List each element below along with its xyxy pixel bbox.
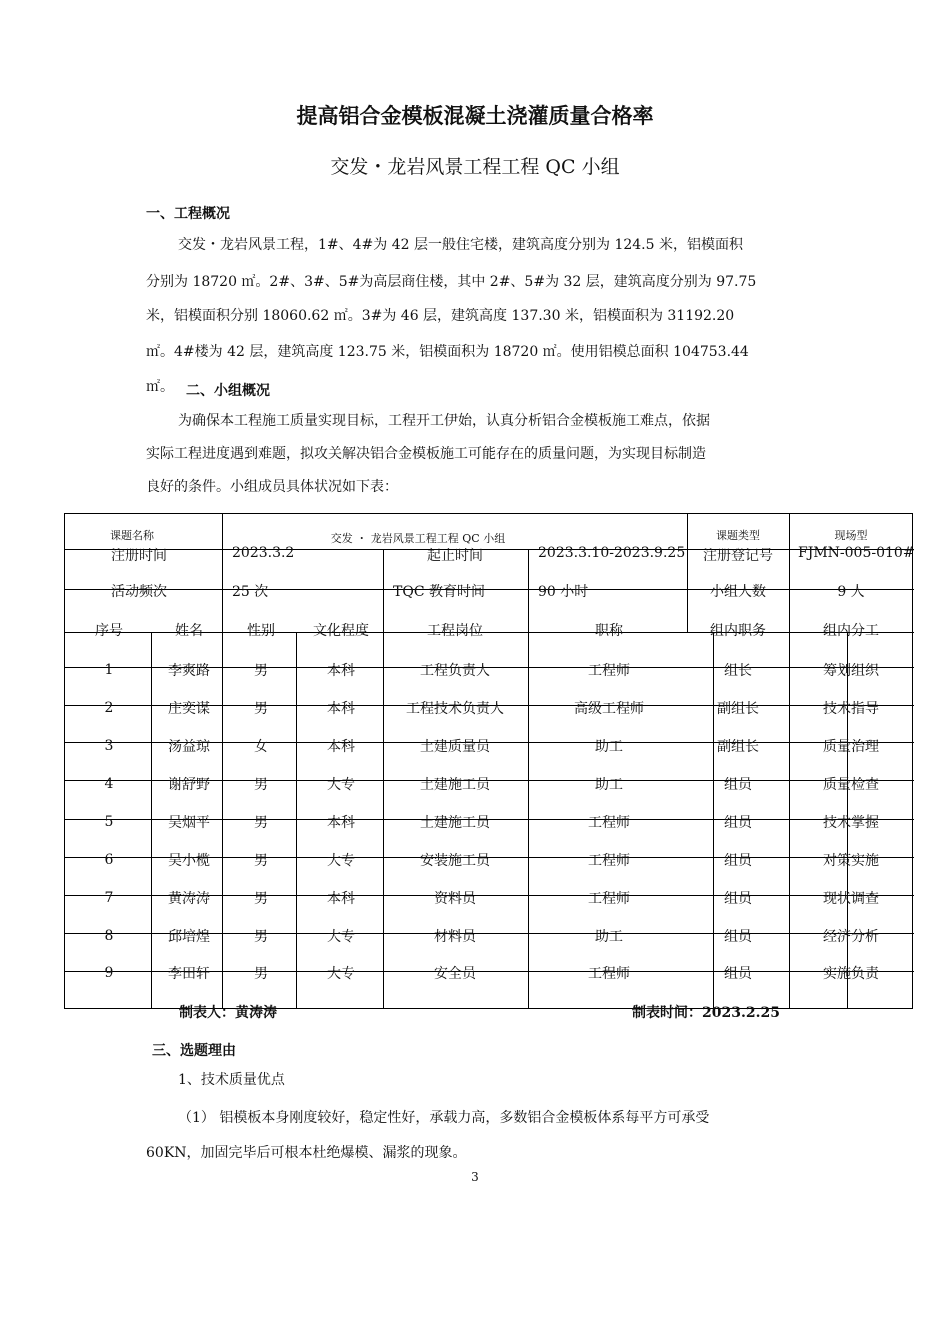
- header-title: 职称: [595, 623, 623, 639]
- value-period: 2023.3.10-2023.9.25: [538, 545, 686, 561]
- cell-education: 大专: [327, 966, 355, 982]
- header-education: 文化程度: [313, 623, 369, 639]
- cell-index: 5: [104, 814, 114, 830]
- cell-post: 工程技术负责人: [406, 701, 504, 717]
- cell-name: 邱培煌: [168, 929, 210, 945]
- cell-role: 组员: [724, 891, 752, 907]
- cell-education: 本科: [327, 701, 355, 717]
- label-tqc-hours: TQC 教育时间: [393, 584, 485, 600]
- section1-line: 米，铝模面积分别 18060.62 ㎡。3#为 46 层，建筑高度 137.30 米，铝模面积为 31192.20: [146, 308, 735, 324]
- label-period: 起止时间: [427, 548, 483, 564]
- cell-role: 组员: [724, 777, 752, 793]
- header-duty: 组内分工: [823, 623, 879, 639]
- cell-post: 安全员: [434, 966, 476, 982]
- table-maker: 制表人：黄涛涛: [179, 1005, 277, 1021]
- member-table: [64, 513, 915, 1021]
- cell-title: 助工: [595, 739, 623, 755]
- section1-line: 分别为 18720 ㎡。2#、3#、5#为高层商住楼，其中 2#、5#为 32 层，建筑高度分别为 97.75: [146, 274, 757, 290]
- cell-education: 大专: [327, 853, 355, 869]
- cell-duty: 技术掌握: [823, 815, 879, 831]
- table-make-time: 制表时间：2023.2.25: [632, 1005, 780, 1021]
- section2-heading: 二、小组概况: [186, 383, 270, 399]
- cell-education: 本科: [327, 891, 355, 907]
- value-register-time: 2023.3.2: [232, 545, 295, 561]
- value-tqc-hours: 90 小时: [538, 584, 589, 600]
- value-topic-type: 现场型: [834, 529, 868, 542]
- cell-education: 大专: [327, 929, 355, 945]
- cell-name: 吴小榄: [168, 853, 210, 869]
- cell-title: 高级工程师: [574, 701, 644, 717]
- label-reg-number: 注册登记号: [703, 548, 773, 564]
- cell-gender: 男: [254, 663, 268, 679]
- section3-heading: 三、选题理由: [152, 1043, 236, 1059]
- cell-role: 组员: [724, 966, 752, 982]
- document-title: 提高铝合金模板混凝土浇灌质量合格率: [296, 103, 654, 128]
- cell-gender: 男: [254, 966, 268, 982]
- cell-name: 汤益琼: [168, 739, 210, 755]
- cell-post: 土建质量员: [420, 739, 490, 755]
- section2-line: 良好的条件。小组成员具体状况如下表：: [146, 479, 398, 495]
- cell-gender: 男: [254, 929, 268, 945]
- cell-post: 土建施工员: [420, 815, 490, 831]
- cell-name: 谢舒野: [168, 777, 210, 793]
- cell-gender: 男: [254, 777, 268, 793]
- cell-education: 本科: [327, 739, 355, 755]
- cell-duty: 现状调查: [823, 891, 879, 907]
- cell-duty: 质量治理: [823, 739, 879, 755]
- cell-title: 工程师: [588, 663, 630, 679]
- page-number: 3: [471, 1170, 479, 1184]
- header-post: 工程岗位: [427, 623, 483, 639]
- cell-index: 8: [104, 928, 114, 944]
- cell-education: 大专: [327, 777, 355, 793]
- cell-gender: 男: [254, 701, 268, 717]
- section2-line: 为确保本工程施工质量实现目标，工程开工伊始，认真分析铝合金模板施工难点，依据: [178, 413, 710, 429]
- cell-duty: 实施负责: [823, 966, 879, 982]
- document-subtitle: 交发・龙岩风景工程工程 QC 小组: [330, 156, 620, 178]
- cell-name: 庄奕谋: [168, 701, 210, 717]
- header-name: 姓名: [175, 623, 203, 639]
- cell-role: 副组长: [717, 701, 759, 717]
- section1-line: ㎡。: [146, 379, 174, 395]
- label-register-time: 注册时间: [111, 548, 167, 564]
- cell-duty: 筹划组织: [823, 663, 879, 679]
- cell-gender: 男: [254, 891, 268, 907]
- cell-duty: 质量检查: [823, 777, 879, 793]
- cell-gender: 男: [254, 815, 268, 831]
- value-topic-name: 交发 ・ 龙岩风景工程工程 QC 小组: [330, 532, 506, 545]
- label-topic-type: 课题类型: [716, 529, 760, 542]
- cell-role: 组员: [724, 929, 752, 945]
- cell-role: 组长: [724, 663, 752, 679]
- cell-education: 本科: [327, 663, 355, 679]
- cell-duty: 技术指导: [823, 701, 879, 717]
- cell-post: 资料员: [434, 891, 476, 907]
- cell-index: 9: [104, 965, 114, 981]
- cell-title: 工程师: [588, 815, 630, 831]
- section2-line: 实际工程进度遇到难题，拟攻关解决铝合金模板施工可能存在的质量问题，为实现目标制造: [146, 446, 706, 462]
- cell-gender: 女: [254, 739, 268, 755]
- cell-index: 2: [104, 700, 114, 716]
- cell-index: 4: [104, 776, 114, 792]
- cell-role: 组员: [724, 853, 752, 869]
- label-member-count: 小组人数: [710, 584, 766, 600]
- cell-duty: 对策实施: [823, 853, 879, 869]
- header-role: 组内职务: [710, 623, 766, 639]
- cell-name: 黄涛涛: [168, 891, 210, 907]
- cell-title: 工程师: [588, 966, 630, 982]
- value-reg-number: FJMN-005-010#: [798, 545, 915, 561]
- cell-title: 助工: [595, 777, 623, 793]
- section3-line: 60KN，加固完毕后可根本杜绝爆模、漏浆的现象。: [146, 1145, 467, 1161]
- cell-role: 组员: [724, 815, 752, 831]
- cell-role: 副组长: [717, 739, 759, 755]
- cell-name: 吴烟平: [168, 815, 210, 831]
- cell-index: 7: [104, 890, 114, 906]
- header-index: 序号: [95, 623, 123, 639]
- label-frequency: 活动频次: [111, 584, 167, 600]
- cell-index: 3: [104, 738, 114, 754]
- cell-name: 李田轩: [168, 966, 210, 982]
- section3-subheading: 1、技术质量优点: [178, 1072, 285, 1088]
- cell-post: 工程负责人: [420, 663, 490, 679]
- cell-gender: 男: [254, 853, 268, 869]
- section1-line: ㎡。4#楼为 42 层，建筑高度 123.75 米，铝模面积为 18720 ㎡。使用铝模总面积 104753.44: [146, 344, 749, 360]
- label-topic-name: 课题名称: [110, 529, 154, 542]
- cell-post: 材料员: [434, 929, 476, 945]
- cell-post: 安装施工员: [420, 853, 490, 869]
- value-frequency: 25 次: [232, 584, 269, 600]
- value-member-count: 9 人: [837, 584, 865, 600]
- cell-post: 土建施工员: [420, 777, 490, 793]
- header-gender: 性别: [247, 623, 275, 639]
- cell-title: 工程师: [588, 853, 630, 869]
- cell-education: 本科: [327, 815, 355, 831]
- section3-line: （1） 铝模板本身刚度较好，稳定性好，承载力高，多数铝合金模板体系每平方可承受: [178, 1110, 710, 1126]
- cell-index: 6: [104, 852, 114, 868]
- cell-title: 助工: [595, 929, 623, 945]
- cell-duty: 经济分析: [823, 929, 879, 945]
- section1-heading: 一、工程概况: [146, 206, 230, 222]
- cell-title: 工程师: [588, 891, 630, 907]
- cell-name: 李爽路: [168, 663, 210, 679]
- section1-line: 交发・龙岩风景工程，1#、4#为 42 层一般住宅楼，建筑高度分别为 124.5 米，铝模面积: [178, 237, 743, 253]
- cell-index: 1: [104, 662, 114, 678]
